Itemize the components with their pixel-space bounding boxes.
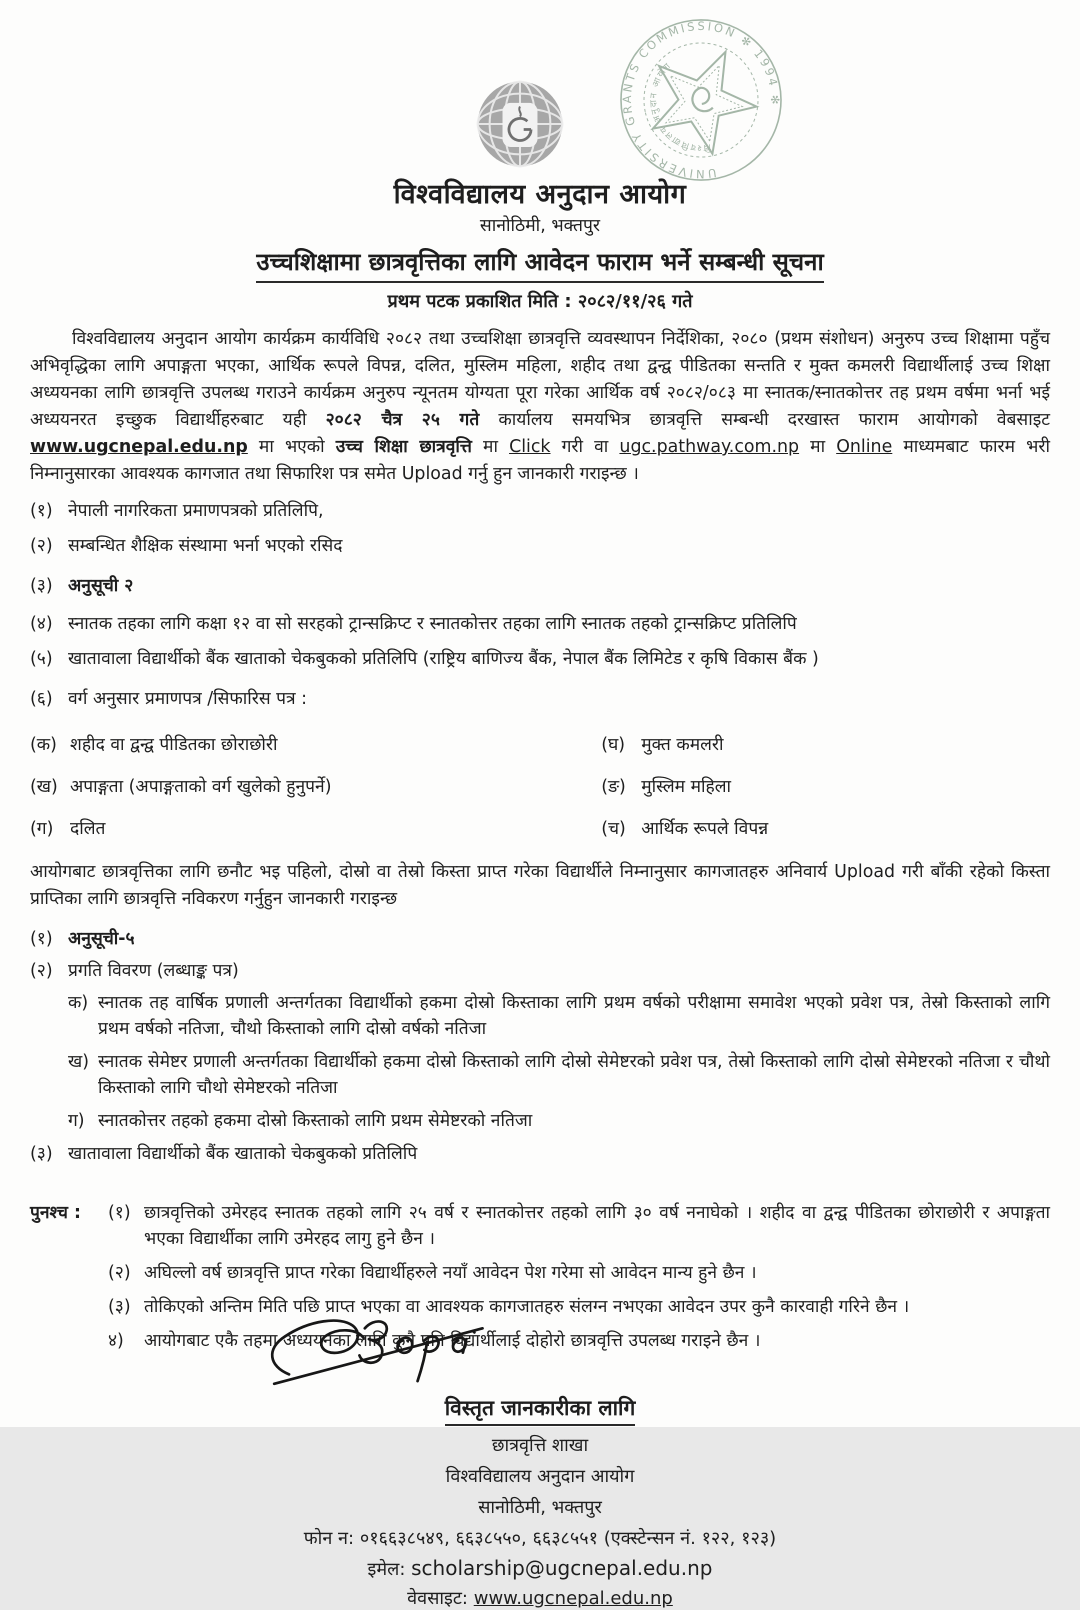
intro-text: गरी वा <box>550 437 620 457</box>
renewal-documents-list <box>30 927 1050 1166</box>
note-number: (२) <box>108 1263 131 1283</box>
list-item-text: नेपाली नागरिकता प्रमाणपत्रको प्रतिलिपि, <box>68 501 324 521</box>
intro-text: मा <box>471 437 510 457</box>
category-text: शहीद वा द्वन्द्व पीडितका छोराछोरी <box>70 735 278 755</box>
note-item <box>108 1328 1050 1354</box>
sub-list-item <box>68 990 1050 1042</box>
intro-text: मा भएको <box>247 437 336 457</box>
note-number: (१) <box>108 1203 131 1223</box>
list-item-text: वर्ग अनुसार प्रमाणपत्र /सिफारिस पत्र : <box>68 689 308 709</box>
note-text: अघिल्लो वर्ष छात्रवृत्ति प्राप्त गरेका विद्यार्थीहरुले नयाँ आवेदन पेश गरेमा सो आवेदन मान्य हुने छैन । <box>144 1263 757 1283</box>
list-item-number: (५) <box>30 649 53 669</box>
intro-text: मा <box>799 437 837 457</box>
list-item-text: अनुसूची-५ <box>68 929 135 949</box>
renewal-paragraph: आयोगबाट छात्रवृत्तिका लागि छनौट भइ पहिलो, दोस्रो वा तेस्रो किस्ता प्राप्त गरेका विद्यार्थीले निम्नानुसार कागजातहरु अनिवार्य Upload गरी बाँकी रहेको किस्ता प्राप्तिका लागि छात्रवृत्ति नविकरण गर्नुहुन जानकारी गराइन्छ <box>30 862 1050 909</box>
list-item-number: (६) <box>30 689 53 709</box>
scholarship-menu-name: उच्च शिक्षा छात्रवृत्ति <box>335 437 472 457</box>
sub-list-item <box>68 1108 1050 1134</box>
category-text: मुक्त कमलरी <box>641 735 724 755</box>
sub-item-letter: क) <box>68 993 89 1013</box>
list-item <box>30 574 1050 598</box>
signature <box>262 1292 492 1412</box>
contact-address: सानोठिमी, भक्तपुर <box>478 1497 602 1518</box>
contact-branch: छात्रवृत्ति शाखा <box>491 1435 589 1456</box>
pathway-link: ugc.pathway.com.np <box>619 437 800 457</box>
sub-list-item <box>68 1049 1050 1101</box>
phone-line <box>30 1526 1050 1550</box>
note-item <box>108 1294 1050 1320</box>
list-item-text: सम्बन्धित शैक्षिक संस्थामा भर्ना भएको रसिद <box>68 536 343 556</box>
list-item <box>30 959 1050 983</box>
list-item-text: खातावाला विद्यार्थीको बैंक खाताको चेकबुकको प्रतिलिपि <box>68 1144 418 1164</box>
org-name: विश्वविद्यालय अनुदान आयोग <box>393 179 687 210</box>
sub-item-text: स्नातकोत्तर तहको हकमा दोस्रो किस्ताको लागि प्रथम सेमेष्टरको नतिजा <box>98 1111 533 1131</box>
note-item <box>108 1260 1050 1286</box>
category-certificate-list <box>30 715 1050 841</box>
category-item <box>30 775 601 799</box>
list-item <box>30 534 1050 558</box>
category-item <box>30 733 601 757</box>
phone-label: फोन न: <box>303 1528 360 1549</box>
list-item-text: अनुसूची २ <box>68 576 134 596</box>
ugc-website-link: www.ugcnepal.edu.np <box>30 437 248 457</box>
stamp-inner-text: विश्वविद्यालय अनुदान आयोग <box>648 60 712 153</box>
note-text: छात्रवृत्तिको उमेरहद स्नातक तहको लागि २५ वर्ष र स्नातकोत्तर तहको लागि ३० वर्ष ननाघेको । शहीद वा द्वन्द्व पीडितका छोराछोरी र अपाङ्गता भएका विद्यार्थीका लागि उमेरहद लागु हुने छैन । <box>144 1203 1050 1249</box>
list-item-number: (४) <box>30 614 53 634</box>
list-item <box>30 927 1050 951</box>
contact-heading: विस्तृत जानकारीका लागि <box>445 1394 636 1426</box>
email-line <box>30 1556 1050 1581</box>
postscript-label: पुनश्च : <box>30 1203 81 1223</box>
list-item-number: (१) <box>30 929 53 949</box>
category-text: मुस्लिम महिला <box>641 777 732 797</box>
list-item <box>30 687 1050 711</box>
email-address: scholarship@ugcnepal.edu.np <box>411 1556 713 1580</box>
sub-item-letter: ख) <box>68 1052 90 1072</box>
phone-numbers: ०१६६३८५४९, ६६३८५५०, ६६३८५५१ (एक्स्टेन्सन नं. १२२, १२३) <box>359 1528 777 1549</box>
sub-item-text: स्नातक तह वार्षिक प्रणाली अन्तर्गतका विद्यार्थीको हकमा दोस्रो किस्ताका लागि प्रथम वर्षको परीक्षामा समावेश भएको प्रवेश पत्र, तेस्रो किस्ताको लागि प्रथम वर्षको नतिजा, चौथो किस्ताको लागि दोस्रो वर्षको नतिजा <box>98 993 1050 1039</box>
website-line <box>30 1586 1050 1610</box>
category-letter: (ग) <box>30 819 54 839</box>
deadline-date: २०८२ चैत्र २५ गते <box>325 410 480 430</box>
note-item <box>108 1200 1050 1252</box>
category-letter: (घ) <box>601 735 626 755</box>
category-letter: (क) <box>30 735 57 755</box>
svg-text:UNIVERSITY GRANTS COMMISSION ✻ <box>605 8 797 193</box>
intro-text: माध्यमबाट फारम भरी निम्नानुसारका आवश्यक कागजात तथा सिफारिश पत्र समेत Upload गर्नु हुन जानकारी गराइन्छ । <box>30 437 1051 484</box>
click-word: Click <box>509 437 551 457</box>
list-item-text: प्रगति विवरण (लब्धाङ्क पत्र) <box>68 961 239 981</box>
required-documents-list <box>30 499 1050 711</box>
category-item <box>601 733 1050 757</box>
list-item-number: (३) <box>30 1144 53 1164</box>
category-letter: (ख) <box>30 777 58 797</box>
list-item-number: (२) <box>30 536 53 556</box>
category-item <box>30 817 601 841</box>
list-item-text: खातावाला विद्यार्थीको बैंक खाताको चेकबुकको प्रतिलिपि (राष्ट्रिय बाणिज्य बैंक, नेपाल बैंक लिमिटेड र कृषि विकास बैंक ) <box>68 649 819 669</box>
category-letter: (ङ) <box>601 777 626 797</box>
note-text: आयोगबाट एकै तहमा अध्ययनका लागि कुनै पनि विद्यार्थीलाई दोहोरो छात्रवृत्ति उपलब्ध गराइने छैन । <box>144 1331 761 1351</box>
sub-item-text: स्नातक सेमेष्टर प्रणाली अन्तर्गतका विद्यार्थीको हकमा दोस्रो किस्ताको लागि दोस्रो सेमेष्टरको प्रवेश पत्र, तेस्रो किस्ताको लागि दोस्रो सेमेष्टरको नतिजा र चौथो किस्ताको लागि चौथो सेमेष्टरको नतिजा <box>98 1052 1050 1098</box>
list-item <box>30 647 1050 671</box>
ugc-seal-stamp-icon <box>596 8 806 193</box>
stamp-ring-text: UNIVERSITY GRANTS COMMISSION ✻ 1994 ✻ <box>619 18 783 182</box>
category-item <box>601 775 1050 799</box>
progress-report-sublist <box>68 990 1050 1134</box>
list-item-number: (१) <box>30 501 53 521</box>
website-url: www.ugcnepal.edu.np <box>473 1588 673 1609</box>
online-word: Online <box>836 437 893 457</box>
category-text: अपाङ्गता (अपाङ्गताको वर्ग खुलेको हुनुपर्ने) <box>70 777 332 797</box>
postscript-notes <box>30 1200 1050 1354</box>
email-label: इमेल: <box>367 1559 412 1580</box>
list-item <box>30 1142 1050 1166</box>
intro-text: विश्वविद्यालय अनुदान आयोग कार्यक्रम कार्यविधि २०८२ तथा उच्चशिक्षा छात्रवृत्ति व्यवस्थापन निर्देशिका, २०८० (प्रथम संशोधन) अनुरुप उच्च शिक्षामा पहुँच अभिवृद्धिका लागि अपाङ्गता भएका, आर्थिक रूपले विपन्न, दलित, मुस्लिम महिला, शहीद तथा द्वन्द्व पीडितका सन्तति र मुक्त कमलरी विद्यार्थीलाई उच्च शिक्षा अध्ययनका लागि छात्रवृत्ति उपलब्ध गराउने कार्यक्रम अनुरुप न्यूनतम योग्यता पूरा गरेका आर्थिक वर्ष २०८२/०८३ मा स्नातक/स्नातकोत्तर तह प्रथम वर्षमा भर्ना भई अध्ययनरत इच्छुक विद्यार्थीहरुबाट यही <box>30 329 1050 430</box>
list-item-text: स्नातक तहका लागि कक्षा १२ वा सो सरहको ट्रान्सक्रिप्ट र स्नातकोत्तर तहका लागि स्नातक तहको ट्रान्सक्रिप्ट प्रतिलिपि <box>68 614 797 634</box>
note-text: तोकिएको अन्तिम मिति पछि प्राप्त भएका वा आवश्यक कागजातहरु संलग्न नभएका आवेदन उपर कुनै कारवाही गरिने छैन । <box>144 1297 910 1317</box>
intro-text: कार्यालय समयभित्र छात्रवृत्ति सम्बन्धी दरखास्त फाराम आयोगको वेबसाइट <box>479 410 1051 430</box>
notice-header <box>0 0 1080 313</box>
list-item <box>30 499 1050 523</box>
note-number: ४) <box>108 1331 124 1351</box>
ugc-logo-icon <box>474 78 566 170</box>
publish-date-line: प्रथम पटक प्रकाशित मिति : २०८२/११/२६ गते <box>387 291 693 312</box>
category-text: आर्थिक रूपले विपन्न <box>641 819 769 839</box>
org-address: सानोठिमी, भक्तपुर <box>479 216 601 236</box>
list-item-number: (२) <box>30 961 53 981</box>
category-item <box>601 817 1050 841</box>
list-item <box>30 612 1050 636</box>
contact-block <box>30 1394 1050 1610</box>
contact-org: विश्वविद्यालय अनुदान आयोग <box>445 1466 635 1487</box>
sub-item-letter: ग) <box>68 1111 85 1131</box>
website-label: वेवसाइट: <box>407 1588 474 1609</box>
intro-paragraph <box>30 326 1050 488</box>
category-letter: (च) <box>601 819 626 839</box>
category-text: दलित <box>70 819 106 839</box>
list-item-number: (३) <box>30 576 53 596</box>
note-number: (३) <box>108 1297 131 1317</box>
notice-title: उच्चशिक्षामा छात्रवृत्तिका लागि आवेदन फाराम भर्ने सम्बन्धी सूचना <box>256 245 823 283</box>
